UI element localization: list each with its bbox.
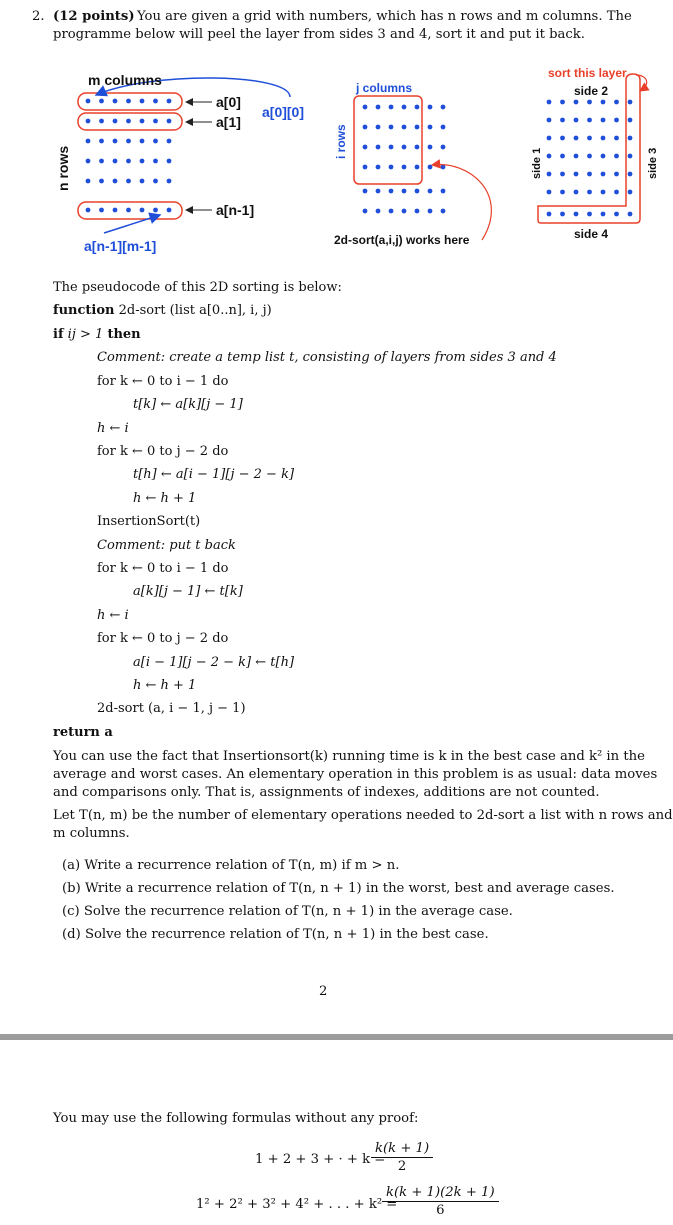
for-loop-1: for k ← 0 to i − 1 do	[97, 374, 229, 389]
grid-dot	[574, 100, 579, 105]
then-keyword: then	[107, 327, 141, 342]
grid-dot	[402, 105, 407, 110]
grid-dot	[587, 212, 592, 217]
grid-dot	[547, 154, 552, 159]
side1-label: side 1	[531, 147, 543, 179]
h-assign-2: h ← i	[97, 608, 129, 623]
a1-label: a[1]	[216, 114, 241, 130]
grid-dot	[153, 139, 158, 144]
n-rows-label: n rows	[55, 145, 71, 191]
grid-dot	[415, 125, 420, 130]
grid-dot	[99, 139, 104, 144]
grid-dot	[614, 118, 619, 123]
grid-dot	[574, 172, 579, 177]
grid-dot	[560, 100, 565, 105]
part-text: Write a recurrence relation of T(n, n + 1) in the worst, best and average cases.	[84, 881, 615, 896]
side2-label: side 2	[574, 84, 609, 98]
grid-dot	[363, 189, 368, 194]
grid-dot	[574, 136, 579, 141]
grid-dot	[126, 179, 131, 184]
insertion-sort-call: InsertionSort(t)	[97, 514, 201, 529]
grid-dot	[376, 189, 381, 194]
grid-dot	[99, 179, 104, 184]
right-grid	[547, 100, 633, 217]
comment-2-text: put t back	[169, 538, 236, 553]
grid-dot	[86, 119, 91, 124]
arrow-an1m1	[104, 215, 160, 233]
j-columns-label: j columns	[356, 81, 413, 95]
formula-2-denominator: 6	[436, 1203, 445, 1218]
grid-dot	[402, 125, 407, 130]
grid-dot	[86, 159, 91, 164]
i-rows-label: i rows	[334, 124, 348, 159]
part-label: (c)	[62, 904, 80, 919]
grid-dot	[415, 105, 420, 110]
grid-dot	[441, 209, 446, 214]
formula-2-fraction	[382, 1184, 499, 1219]
grid-dot	[428, 145, 433, 150]
formula-1-lhs: 1 + 2 + 3 + · + k =	[255, 1152, 386, 1167]
comment-2	[97, 538, 236, 553]
grid-dot	[376, 165, 381, 170]
grid-dot	[587, 172, 592, 177]
grid-dot	[99, 119, 104, 124]
grid-dot	[389, 189, 394, 194]
grid-dot	[363, 165, 368, 170]
grid-dot	[587, 100, 592, 105]
grid-dot	[99, 208, 104, 213]
grid-dot	[547, 212, 552, 217]
grid-dot	[601, 190, 606, 195]
grid-dot	[441, 189, 446, 194]
part-label: (a)	[62, 858, 81, 873]
grid-dot	[428, 125, 433, 130]
grid-dot	[614, 100, 619, 105]
grid-dot	[113, 179, 118, 184]
grid-dot	[376, 125, 381, 130]
if-condition: ij > 1	[67, 327, 104, 342]
function-keyword: function	[53, 303, 115, 318]
grid-dot	[140, 159, 145, 164]
formula-1-denominator: 2	[397, 1159, 407, 1174]
part-text: Solve the recurrence relation of T(n, n + 1) in the average case.	[83, 904, 513, 919]
formulas-intro: You may use the following formulas without any proof:	[53, 1111, 419, 1126]
grid-dot	[113, 159, 118, 164]
grid-dot	[86, 179, 91, 184]
grid-dot	[376, 145, 381, 150]
grid-dot	[126, 139, 131, 144]
part-a	[62, 857, 399, 874]
grid-dot	[167, 99, 172, 104]
grid-dot	[86, 99, 91, 104]
side4-label: side 4	[574, 227, 609, 241]
grid-dot	[614, 172, 619, 177]
grid-dot	[415, 209, 420, 214]
grid-dot	[574, 190, 579, 195]
grid-dot	[167, 119, 172, 124]
pseudocode-intro: The pseudocode of this 2D sorting is below:	[53, 280, 342, 295]
grid-dot	[389, 105, 394, 110]
grid-dot	[547, 190, 552, 195]
grid-dot	[560, 154, 565, 159]
grid-dot	[587, 136, 592, 141]
subgrid-caption: 2d-sort(a,i,j) works here	[334, 233, 470, 247]
page-separator	[0, 1034, 673, 1040]
a0-label: a[0]	[216, 94, 241, 110]
formula-2-numerator: k(k + 1)(2k + 1)	[382, 1184, 499, 1202]
grid-dot	[614, 190, 619, 195]
grid-dot	[574, 212, 579, 217]
recursive-call: 2d-sort (a, i − 1, j − 1)	[97, 701, 246, 716]
grid-dot	[167, 139, 172, 144]
for-loop-2-body-2: h ← h + 1	[133, 491, 197, 506]
for-loop-4-body-1: a[i − 1][j − 2 − k] ← t[h]	[133, 655, 295, 670]
grid-dot	[628, 100, 633, 105]
grid-dot	[560, 212, 565, 217]
comment-1	[97, 350, 557, 365]
for-loop-2-body-1: t[h] ← a[i − 1][j − 2 − k]	[133, 467, 295, 482]
grid-dot	[628, 154, 633, 159]
grid-dot	[402, 145, 407, 150]
formula-1-numerator: k(k + 1)	[371, 1140, 433, 1158]
grid-dot	[86, 208, 91, 213]
grid-dot	[415, 165, 420, 170]
grid-dot	[441, 145, 446, 150]
formula-1-fraction	[371, 1140, 433, 1175]
grid-dot	[428, 189, 433, 194]
grid-dot	[428, 105, 433, 110]
grid-dot	[140, 119, 145, 124]
m-columns-label: m columns	[88, 72, 162, 88]
grid-dot	[363, 209, 368, 214]
grid-dot	[153, 179, 158, 184]
para1-line3: and comparisons only. That is, assignments of indexes, additions are not counted.	[53, 785, 600, 800]
grid-dot	[363, 145, 368, 150]
grid-dot	[113, 119, 118, 124]
an1-label: a[n-1]	[216, 202, 255, 218]
left-grid	[86, 99, 172, 213]
grid-dot	[601, 100, 606, 105]
part-text: Write a recurrence relation of T(n, m) if m > n.	[84, 858, 400, 873]
grid-dot	[428, 165, 433, 170]
return-line: return a	[53, 725, 113, 740]
question-intro-line1: You are given a grid with numbers, which has n rows and m columns. The	[137, 9, 632, 24]
grid-dot	[363, 125, 368, 130]
for-loop-1-body: t[k] ← a[k][j − 1]	[133, 397, 243, 412]
grid-dot	[113, 139, 118, 144]
para2-line2: m columns.	[53, 826, 130, 841]
if-keyword: if	[53, 327, 64, 342]
grid-dot	[153, 99, 158, 104]
grid-dot	[574, 154, 579, 159]
grid-dot	[153, 119, 158, 124]
grid-dot	[167, 208, 172, 213]
grid-dot	[628, 212, 633, 217]
grid-dot	[376, 105, 381, 110]
grid-dot	[560, 136, 565, 141]
grid-dot	[153, 208, 158, 213]
grid-dot	[126, 208, 131, 213]
grid-dot	[601, 172, 606, 177]
function-signature: 2d-sort (list a[0..n], i, j)	[118, 303, 272, 318]
if-line	[53, 327, 141, 342]
grid-dot	[587, 154, 592, 159]
grid-dot	[428, 209, 433, 214]
grid-dot	[560, 172, 565, 177]
question-intro-line2: programme below will peel the layer from sides 3 and 4, sort it and put it back.	[53, 27, 585, 42]
for-loop-4: for k ← 0 to j − 2 do	[97, 631, 229, 646]
grid-dot	[140, 139, 145, 144]
grid-dot	[402, 189, 407, 194]
grid-dot	[415, 145, 420, 150]
part-c	[62, 903, 513, 920]
grid-dot	[614, 154, 619, 159]
grid-dot	[140, 208, 145, 213]
grid-dot	[99, 99, 104, 104]
para2-line1: Let T(n, m) be the number of elementary operations needed to 2d-sort a list with n rows and	[53, 808, 673, 823]
grid-dot	[628, 136, 633, 141]
part-label: (d)	[62, 927, 81, 942]
grid-dot	[614, 212, 619, 217]
grid-dot	[376, 209, 381, 214]
para1-line1: You can use the fact that Insertionsort(k) running time is k in the best case and k² in the	[53, 749, 645, 764]
grid-dot	[587, 118, 592, 123]
layer-figure	[0, 55, 673, 270]
grid-dot	[614, 136, 619, 141]
grid-dot	[113, 208, 118, 213]
grid-dot	[389, 209, 394, 214]
formula-2-lhs: 1² + 2² + 3² + 4² + . . . + k² =	[196, 1197, 398, 1212]
grid-dot	[363, 105, 368, 110]
middle-grid	[363, 105, 446, 214]
side3-label: side 3	[647, 147, 659, 179]
grid-dot	[126, 159, 131, 164]
function-line	[53, 303, 272, 318]
arrow-subgrid	[432, 165, 491, 240]
grid-dot	[389, 145, 394, 150]
grid-dot	[140, 99, 145, 104]
h-assign-1: h ← i	[97, 421, 129, 436]
grid-dot	[560, 118, 565, 123]
grid-dot	[601, 154, 606, 159]
part-d	[62, 926, 489, 943]
comment-1-text: create a temp list t, consisting of layers from sides 3 and 4	[169, 350, 557, 365]
grid-dot	[628, 118, 633, 123]
grid-dot	[113, 99, 118, 104]
para1-line2: average and worst cases. An elementary operation in this problem is as usual: data moves	[53, 767, 658, 782]
grid-dot	[560, 190, 565, 195]
grid-dot	[167, 179, 172, 184]
comment-1-label: Comment:	[97, 350, 166, 365]
part-text: Solve the recurrence relation of T(n, n + 1) in the best case.	[84, 927, 489, 942]
for-loop-2: for k ← 0 to j − 2 do	[97, 444, 229, 459]
grid-dot	[601, 212, 606, 217]
grid-dot	[415, 189, 420, 194]
for-loop-3-body: a[k][j − 1] ← t[k]	[133, 584, 243, 599]
question-number: 2.	[32, 9, 45, 24]
grid-dot	[601, 118, 606, 123]
grid-dot	[167, 159, 172, 164]
sort-layer-label: sort this layer	[548, 66, 627, 80]
grid-dot	[587, 190, 592, 195]
for-loop-3: for k ← 0 to i − 1 do	[97, 561, 229, 576]
part-b	[62, 880, 615, 897]
page-number: 2	[319, 984, 328, 999]
for-loop-4-body-2: h ← h + 1	[133, 678, 197, 693]
grid-dot	[389, 125, 394, 130]
comment-2-label: Comment:	[97, 538, 166, 553]
grid-dot	[86, 139, 91, 144]
grid-dot	[628, 172, 633, 177]
an1m1-label: a[n-1][m-1]	[84, 238, 157, 254]
a00-label: a[0][0]	[262, 104, 305, 120]
grid-dot	[389, 165, 394, 170]
grid-dot	[140, 179, 145, 184]
grid-dot	[628, 190, 633, 195]
grid-dot	[547, 118, 552, 123]
grid-dot	[547, 136, 552, 141]
grid-dot	[547, 100, 552, 105]
grid-dot	[601, 136, 606, 141]
question-points: (12 points)	[53, 9, 135, 24]
grid-dot	[402, 165, 407, 170]
grid-dot	[402, 209, 407, 214]
grid-dot	[126, 119, 131, 124]
grid-dot	[441, 105, 446, 110]
grid-dot	[153, 159, 158, 164]
grid-dot	[574, 118, 579, 123]
part-label: (b)	[62, 881, 81, 896]
grid-dot	[547, 172, 552, 177]
arrow-sort-layer	[636, 75, 647, 91]
grid-dot	[441, 125, 446, 130]
grid-dot	[99, 159, 104, 164]
grid-dot	[126, 99, 131, 104]
